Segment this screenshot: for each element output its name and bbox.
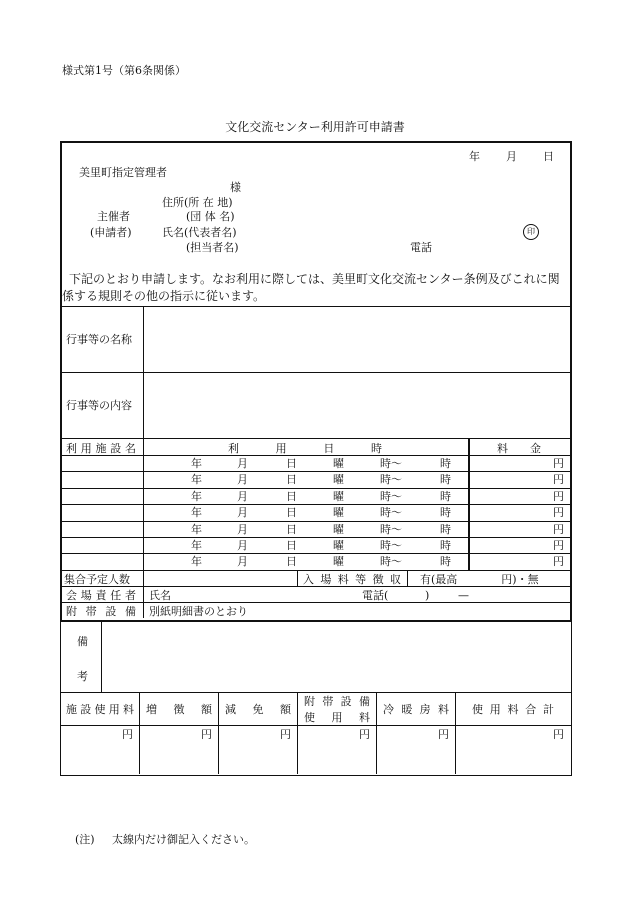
date-part: 曜 bbox=[333, 489, 344, 503]
label-char: 設 bbox=[80, 703, 92, 716]
label-char: 金 bbox=[530, 442, 541, 455]
fee-yen: 円 bbox=[553, 457, 564, 470]
label-char: 利 bbox=[66, 442, 77, 455]
divider bbox=[297, 570, 298, 586]
label-char: 設 bbox=[340, 695, 352, 708]
remarks-label-bottom: 考 bbox=[77, 670, 88, 683]
date-part: 曜 bbox=[333, 539, 344, 552]
divider bbox=[143, 306, 144, 438]
date-part: 年 bbox=[191, 506, 202, 520]
divider bbox=[60, 455, 572, 456]
fee-header-equipment-line2 bbox=[304, 712, 370, 723]
divider bbox=[101, 620, 102, 692]
label-char: 用 bbox=[331, 711, 343, 724]
label-char: 計 bbox=[543, 703, 554, 716]
label-char: 者 bbox=[125, 589, 136, 602]
fee-yen[interactable]: 円 bbox=[359, 728, 370, 741]
fee-header-facility bbox=[66, 704, 134, 715]
manager-label bbox=[66, 590, 136, 601]
date-part: 日 bbox=[286, 473, 297, 487]
label-char: 設 bbox=[105, 605, 117, 618]
label-char: 用 bbox=[108, 703, 120, 716]
remarks-field[interactable] bbox=[103, 622, 569, 691]
label-char: 附 bbox=[304, 695, 315, 708]
date-part: 曜 bbox=[333, 506, 344, 520]
label-char: 附 bbox=[66, 605, 77, 618]
name-label: 氏名(代表者名) bbox=[162, 226, 237, 239]
date-part: 時 bbox=[440, 539, 451, 552]
label-char: 料 bbox=[123, 703, 134, 716]
admission-label bbox=[303, 574, 401, 585]
label-char: 増 bbox=[146, 703, 157, 716]
label-char: 名 bbox=[125, 442, 136, 455]
date-part: 月 bbox=[237, 539, 248, 552]
divider bbox=[60, 570, 572, 571]
fee-yen: 円 bbox=[553, 489, 564, 503]
manager-phone-label: 電話( bbox=[362, 589, 389, 602]
remarks-label-top: 備 bbox=[77, 635, 88, 648]
date-part: 日 bbox=[286, 555, 297, 569]
label-char: 使 bbox=[304, 711, 315, 724]
fee-yen[interactable]: 円 bbox=[201, 728, 212, 741]
footnote-text: 太線内だけ御記入ください。 bbox=[112, 833, 255, 846]
label-char: 任 bbox=[110, 589, 122, 602]
label-char: 料 bbox=[337, 573, 349, 586]
divider bbox=[60, 438, 572, 439]
date-part: 時～ bbox=[380, 555, 402, 569]
attendance-label: 集合予定人数 bbox=[64, 573, 130, 586]
divider bbox=[60, 602, 572, 603]
fee-header-increase bbox=[146, 704, 212, 715]
date-part: 日 bbox=[286, 506, 297, 520]
label-char: 料 bbox=[497, 442, 508, 455]
date-part: 年 bbox=[191, 539, 202, 552]
label-char: 額 bbox=[201, 703, 212, 716]
divider bbox=[407, 570, 408, 586]
date-part: 日 bbox=[286, 489, 297, 503]
date-part: 日 bbox=[286, 457, 297, 470]
divider bbox=[376, 692, 377, 774]
equipment-value: 別紙明細書のとおり bbox=[149, 605, 248, 618]
label-char: 使 bbox=[472, 703, 483, 716]
date-part: 月 bbox=[237, 457, 248, 470]
fee-yen[interactable]: 円 bbox=[553, 728, 564, 741]
date-part: 曜 bbox=[333, 555, 344, 569]
divider bbox=[60, 488, 572, 489]
date-year[interactable]: 年 bbox=[469, 150, 480, 163]
divider bbox=[139, 692, 140, 774]
date-part: 年 bbox=[191, 473, 202, 487]
label-char: 合 bbox=[525, 703, 537, 716]
divider bbox=[60, 504, 572, 505]
date-part: 時 bbox=[440, 489, 451, 503]
date-part: 時～ bbox=[380, 539, 402, 552]
form-number: 様式第1号（第6条関係） bbox=[62, 64, 186, 77]
addressee-honorific: 様 bbox=[230, 181, 241, 194]
label-char: 料 bbox=[507, 703, 519, 716]
date-part: 時 bbox=[440, 473, 451, 487]
label-char: 場 bbox=[80, 589, 92, 602]
declaration-line-2: 係する規則その他の指示に従います。 bbox=[62, 289, 266, 303]
divider bbox=[218, 692, 219, 774]
label-char: 徴 bbox=[372, 573, 384, 586]
fee-header-reduction bbox=[225, 704, 291, 715]
manager-phone-close: ) bbox=[425, 589, 430, 602]
label-char: 施 bbox=[95, 442, 107, 455]
divider bbox=[60, 306, 572, 307]
date-part: 時 bbox=[440, 555, 451, 569]
divider bbox=[455, 692, 456, 774]
label-char: 備 bbox=[358, 695, 370, 708]
fee-yen: 円 bbox=[553, 522, 564, 536]
label-char: 房 bbox=[419, 703, 431, 716]
divider bbox=[297, 692, 298, 774]
address-label: 住所(所 在 地) bbox=[162, 196, 233, 209]
label-char: 利 bbox=[228, 442, 239, 455]
event-name-label: 行事等の名称 bbox=[66, 333, 132, 346]
admission-value[interactable]: 有(最高 円)・無 bbox=[420, 573, 539, 586]
date-part: 時～ bbox=[380, 506, 402, 520]
datetime-header bbox=[228, 443, 382, 454]
date-part: 時～ bbox=[380, 457, 402, 470]
divider bbox=[60, 725, 572, 726]
date-part: 曜 bbox=[333, 522, 344, 536]
event-content-label: 行事等の内容 bbox=[66, 399, 132, 412]
label-char: 徴 bbox=[173, 703, 185, 716]
divider bbox=[60, 537, 572, 538]
role-note: (申請者) bbox=[90, 226, 132, 239]
fee-yen[interactable]: 円 bbox=[438, 728, 449, 741]
date-part: 日 bbox=[286, 522, 297, 536]
label-char: 用 bbox=[80, 442, 92, 455]
date-part: 時～ bbox=[380, 473, 402, 487]
date-part: 年 bbox=[191, 489, 202, 503]
divider bbox=[60, 692, 572, 693]
divider bbox=[60, 471, 572, 472]
fee-header-equipment-line1 bbox=[304, 696, 370, 707]
divider bbox=[143, 570, 144, 618]
fee-header-aircon bbox=[383, 704, 449, 715]
date-part: 曜 bbox=[333, 473, 344, 487]
date-part: 年 bbox=[191, 555, 202, 569]
manager-name-label: 氏名 bbox=[149, 589, 171, 602]
label-char: 額 bbox=[280, 703, 291, 716]
date-part: 月 bbox=[237, 555, 248, 569]
label-char: 帯 bbox=[85, 605, 97, 618]
date-part: 月 bbox=[237, 489, 248, 503]
fee-yen: 円 bbox=[553, 539, 564, 552]
label-char: 設 bbox=[110, 442, 122, 455]
date-part: 日 bbox=[286, 539, 297, 552]
fee-yen: 円 bbox=[553, 506, 564, 520]
manager-phone-dash: — bbox=[458, 589, 469, 602]
facility-header bbox=[66, 443, 136, 454]
fee-header bbox=[497, 443, 541, 454]
label-char: 免 bbox=[252, 703, 264, 716]
date-part: 時 bbox=[440, 522, 451, 536]
label-char: 収 bbox=[389, 573, 401, 586]
event-name-field[interactable] bbox=[145, 308, 568, 371]
fee-yen: 円 bbox=[553, 555, 564, 569]
label-char: 冷 bbox=[383, 703, 394, 716]
fee-header-total bbox=[472, 704, 554, 715]
phone-label: 電話 bbox=[410, 241, 432, 254]
equipment-label bbox=[66, 606, 136, 617]
fee-yen[interactable]: 円 bbox=[122, 728, 133, 741]
label-char: 用 bbox=[489, 703, 501, 716]
date-part: 月 bbox=[237, 522, 248, 536]
seal-mark: 印 bbox=[523, 224, 539, 240]
footnote-marker: (注) bbox=[75, 833, 95, 846]
group-label: (団 体 名) bbox=[186, 210, 235, 223]
fee-yen: 円 bbox=[553, 473, 564, 487]
addressee-name: 美里町指定管理者 bbox=[79, 166, 167, 179]
divider bbox=[60, 586, 572, 587]
label-char: 日 bbox=[323, 442, 335, 455]
declaration-line-1: 下記のとおり申請します。なお利用に際しては、美里町文化交流センター条例及びこれに関 bbox=[69, 272, 560, 286]
fee-yen[interactable]: 円 bbox=[280, 728, 291, 741]
date-day[interactable]: 日 bbox=[543, 150, 554, 163]
label-char: 料 bbox=[359, 711, 370, 724]
date-part: 曜 bbox=[333, 457, 344, 470]
date-part: 時～ bbox=[380, 489, 402, 503]
date-part: 年 bbox=[191, 522, 202, 536]
divider bbox=[60, 372, 572, 373]
date-month[interactable]: 月 bbox=[506, 150, 517, 163]
label-char: 用 bbox=[275, 442, 287, 455]
date-part: 時 bbox=[440, 506, 451, 520]
label-char: 減 bbox=[225, 703, 236, 716]
label-char: 料 bbox=[437, 703, 449, 716]
label-char: 入 bbox=[303, 573, 314, 586]
label-char: 等 bbox=[355, 573, 367, 586]
divider bbox=[60, 553, 572, 554]
label-char: 時 bbox=[370, 442, 382, 455]
label-char: 使 bbox=[94, 703, 106, 716]
form-title: 文化交流センター利用許可申請書 bbox=[225, 120, 405, 134]
label-char: 場 bbox=[320, 573, 332, 586]
date-part: 時～ bbox=[380, 522, 402, 536]
label-char: 備 bbox=[124, 605, 136, 618]
label-char: 施 bbox=[66, 703, 77, 716]
label-char: 帯 bbox=[322, 695, 334, 708]
date-part: 月 bbox=[237, 473, 248, 487]
role-label: 主催者 bbox=[97, 210, 130, 223]
date-part: 時 bbox=[440, 457, 451, 470]
contact-label: (担当者名) bbox=[186, 241, 239, 254]
date-part: 年 bbox=[191, 457, 202, 470]
divider bbox=[60, 521, 572, 522]
label-char: 会 bbox=[66, 589, 77, 602]
event-content-field[interactable] bbox=[145, 374, 568, 437]
date-part: 月 bbox=[237, 506, 248, 520]
label-char: 暖 bbox=[401, 703, 413, 716]
label-char: 責 bbox=[95, 589, 107, 602]
